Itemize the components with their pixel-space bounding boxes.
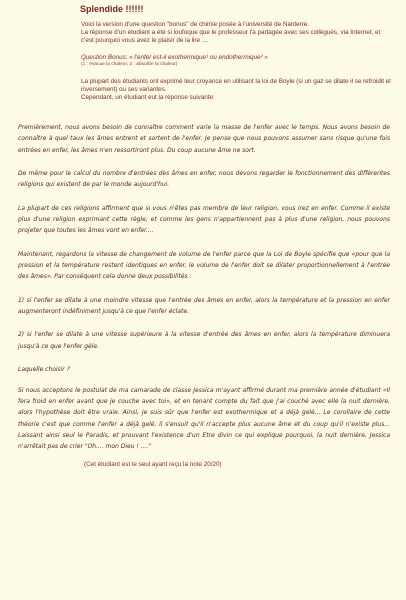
answer-paragraph: Laquelle choisir ? bbox=[18, 366, 70, 374]
answer-paragraph: Premièrement, nous avons besoin de connaître comment varie la masse de l'enfer avec le temps. Nous avons besoin de connaître à quel taux les âmes entrent et sortent de l'enfer. Je pense que nous pouvons assumer sans risque qu'une fois entrées en enfer, les âmes n'en ressortiront plus. Du coup aucune âme ne sort. bbox=[18, 124, 390, 154]
intro-line: Voici la version d'une question "bonus" de chimie posée à l'université de Nanterre. bbox=[81, 21, 310, 28]
page-title: Splendide !!!!!! bbox=[80, 4, 144, 14]
answer-paragraph: De même pour le calcul du nombre d'entrées des âmes en enfer, nous devons regarder le fonctionnement des différentes religions qui existent de par le monde aujourd'hui. bbox=[18, 170, 390, 189]
answer-paragraph: Si nous acceptons le postulat de ma camarade de classe Jessica m'ayant affirmé durant ma première année d'étudiant «Il fera froid en enfer avant que je couche avec toi», et en tenant compte du fait que j'ai couché avec elle la nuit dernière, alors l'hypothèse doit être vraie. Ainsi, je suis sûr que l'enfer est exothermique et a déjà gelé... Le corollaire de cette théorie c'est que comme l'enfer a déjà gelé, il s'ensuit qu'il n'accepte plus aucune âme et du coup qu'il n'existe plus... Laissant ainsi seul le Paradis, et prouvant l'existence d'un Etre divin ce qui explique pourquoi, la nuit dernière, Jessica n'arrêtait pas de crier "Oh.... mon Dieu ! ...." bbox=[18, 386, 390, 451]
intro-section bbox=[81, 21, 394, 102]
intro-line: La plupart des étudiants ont exprimé leur croyance en utilisant la loi de Boyle (si un gaz se dilate il se refroidit et inversement) ou ses variantes. bbox=[81, 78, 391, 93]
intro-line: La réponse d'un étudiant a été si loufoque que le professeur l'a partagée avec ses collègues, via Internet, et c'est pourquoi vous avez le plaisir de la lire .... bbox=[81, 29, 381, 44]
question-text: Question Bonus: « l'enfer est-il exothermique¹ ou endothermique² » bbox=[81, 54, 268, 61]
bonus-question bbox=[81, 54, 394, 68]
answer-paragraph: 2) si l'enfer se dilate à une vitesse supérieure à la vitesse d'entrée des âmes en enfer, alors la température diminuera jusqu'à ce que l'enfer gèle. bbox=[18, 331, 390, 350]
intro-line: Cependant, un étudiant eut la réponse suivante: bbox=[81, 94, 215, 101]
answer-paragraph: Maintenant, regardons la vitesse de changement de volume de l'enfer parce que la Loi de Boyle spécifie que «pour que la pression et la température restent identiques en enfer, le volume de l'enfer doit se dilater proportionnellement à l'entrée des âmes». Par conséquent cela donne deux possibilités : bbox=[18, 250, 390, 281]
footer-note: (Cet étudiant est le seul ayant reçu la note 20/20) bbox=[84, 460, 222, 468]
question-note: (1 : évacue la chaleur, 2 : absorbe la chaleur) bbox=[81, 62, 178, 67]
answer-paragraph: 1) si l'enfer se dilate à une moindre vitesse que l'entrée des âmes en enfer, alors la température et la pression en enfer augmenteront indéfiniment jusqu'à ce que l'enfer éclate. bbox=[18, 296, 390, 316]
student-answer bbox=[18, 122, 394, 453]
answer-paragraph: La plupart de ces religions affirment que si vous n'êtes pas membre de leur religion, vous irez en enfer. Comme il existe plus d'une religion exprimant cette règle, et comme les gens n'appartiennent pas à plus d'une religion, nous pouvons projeter que toutes les âmes vont en enfer.... bbox=[18, 204, 390, 235]
